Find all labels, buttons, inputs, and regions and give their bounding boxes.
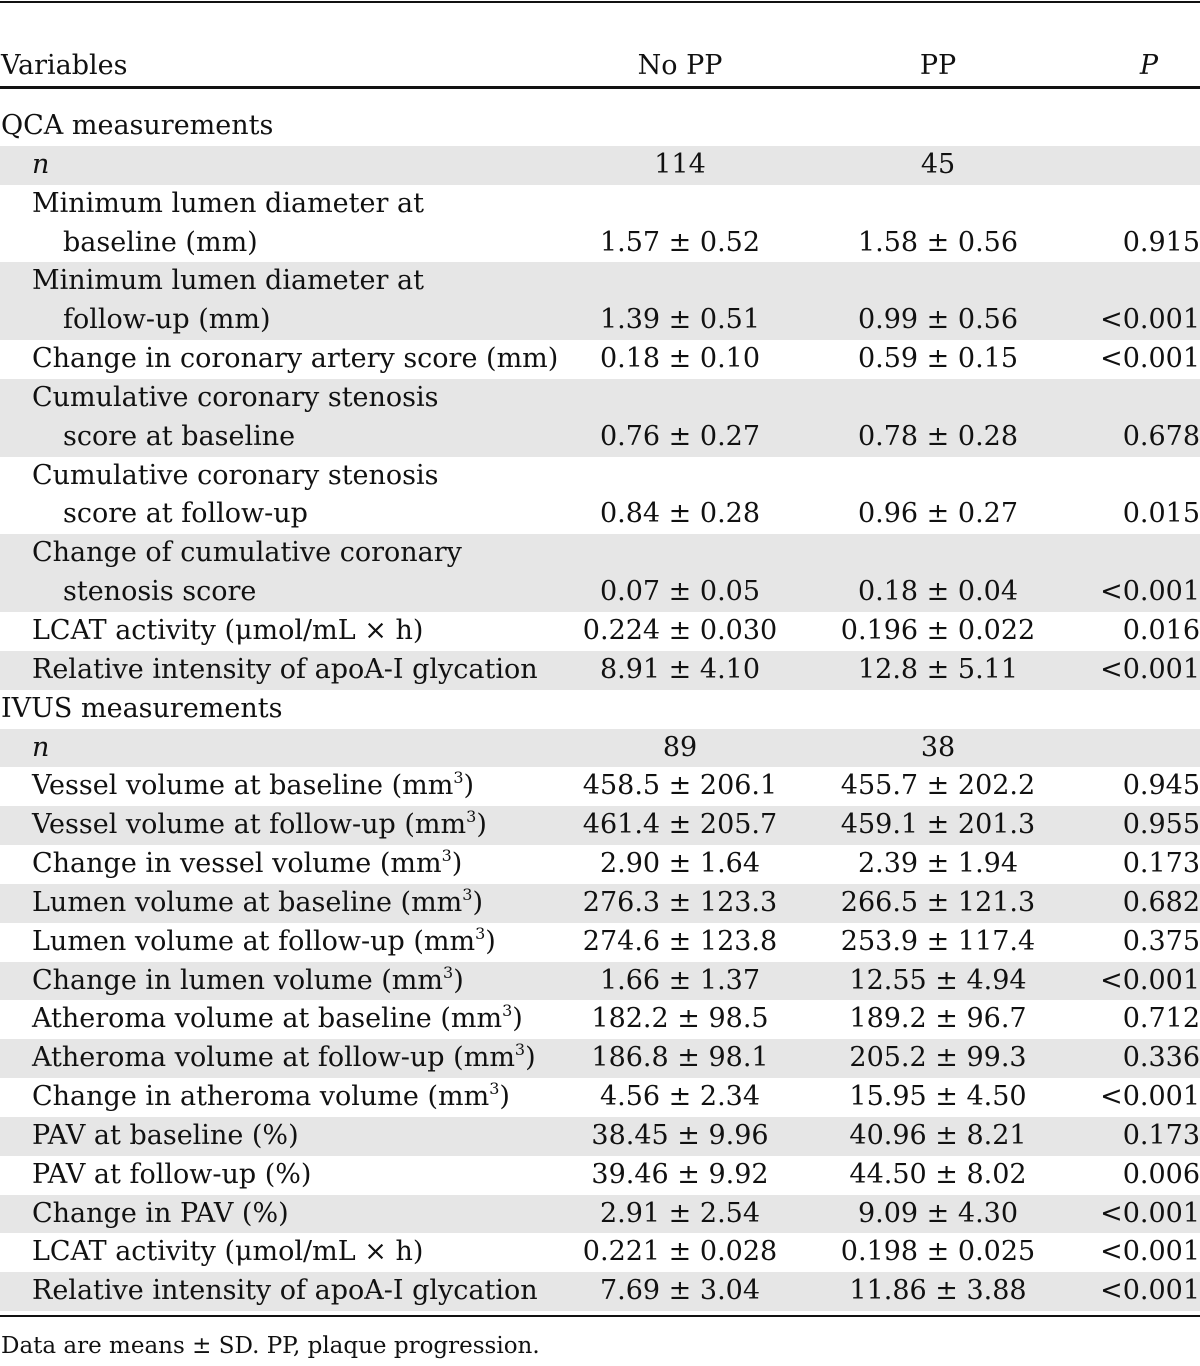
value-no-pp: 1.39 ± 0.51 xyxy=(599,304,761,336)
row-label-line: Vessel volume at baseline $(mm^3)$ xyxy=(32,768,475,802)
value-no-pp: 0.221 ± 0.028 xyxy=(582,1236,778,1268)
row-label-line: Atheroma volume at baseline $(mm^3)$ xyxy=(32,1001,523,1035)
table-row xyxy=(0,845,1200,884)
value-p: <0.001 xyxy=(1100,1236,1200,1268)
table-header xyxy=(0,46,1200,86)
row-label xyxy=(32,1117,299,1156)
row-label xyxy=(32,185,424,263)
table-row xyxy=(0,767,1200,806)
value-no-pp: 2.91 ± 2.54 xyxy=(599,1197,761,1229)
value-p: 0.173 xyxy=(1122,1119,1200,1151)
table-row xyxy=(0,146,1200,185)
section-row xyxy=(0,690,1200,729)
table-row xyxy=(0,262,1200,340)
table-body xyxy=(0,107,1200,1311)
table-row xyxy=(0,962,1200,1001)
row-label-line: Relative intensity of apoA-I glycation xyxy=(32,1275,538,1307)
row-label-line: Atheroma volume at follow-up $(mm^3)$ xyxy=(32,1040,536,1074)
row-label xyxy=(32,612,423,651)
row-label xyxy=(32,457,439,535)
value-pp: 189.2 ± 96.7 xyxy=(849,1003,1027,1035)
table-header-rule xyxy=(0,86,1200,89)
value-p: 0.006 xyxy=(1122,1158,1200,1190)
value-no-pp: 458.5 ± 206.1 xyxy=(582,770,778,802)
row-label-line: Minimum lumen diameter at xyxy=(32,265,424,297)
table-row xyxy=(0,1195,1200,1234)
row-label xyxy=(32,1078,510,1117)
header-pp: PP xyxy=(919,50,957,81)
header-variables: Variables xyxy=(1,50,128,81)
row-label-line: score at follow-up xyxy=(63,498,308,530)
row-label xyxy=(32,262,424,340)
value-p: <0.001 xyxy=(1100,1197,1200,1229)
row-label xyxy=(32,534,462,612)
value-p: 0.678 xyxy=(1122,420,1200,452)
table-row xyxy=(0,884,1200,923)
table-row xyxy=(0,457,1200,535)
value-no-pp: 39.46 ± 9.92 xyxy=(591,1158,769,1190)
value-pp: 44.50 ± 8.02 xyxy=(849,1158,1027,1190)
value-p: <0.001 xyxy=(1100,653,1200,685)
row-label xyxy=(32,767,474,806)
value-p: 0.682 xyxy=(1122,886,1200,918)
value-pp: 0.99 ± 0.56 xyxy=(857,304,1019,336)
value-no-pp: 89 xyxy=(662,731,698,763)
value-pp: 45 xyxy=(920,148,956,180)
value-p: <0.001 xyxy=(1100,964,1200,996)
table-row xyxy=(0,651,1200,690)
value-no-pp: 182.2 ± 98.5 xyxy=(591,1003,769,1035)
row-label xyxy=(32,146,49,185)
value-pp: 0.198 ± 0.025 xyxy=(840,1236,1036,1268)
table-row xyxy=(0,729,1200,768)
row-label-line: score at baseline xyxy=(63,420,296,452)
value-p: 0.955 xyxy=(1122,809,1200,841)
value-pp: 12.55 ± 4.94 xyxy=(849,964,1027,996)
value-no-pp: 461.4 ± 205.7 xyxy=(582,809,778,841)
row-label-line: PAV at baseline (%) xyxy=(32,1119,299,1151)
row-label-line: follow-up (mm) xyxy=(63,304,271,336)
row-label-line: Change in PAV (%) xyxy=(32,1197,289,1229)
value-no-pp: 4.56 ± 2.34 xyxy=(599,1081,761,1113)
table-footnote: Data are means ± SD. PP, plaque progression. xyxy=(1,1333,540,1359)
row-label xyxy=(32,923,496,962)
row-label-line: Lumen volume at baseline $(mm^3)$ xyxy=(32,884,484,918)
value-pp: 205.2 ± 99.3 xyxy=(849,1042,1027,1074)
value-p: <0.001 xyxy=(1100,1081,1200,1113)
row-label-line: Change in lumen volume $(mm^3)$ xyxy=(32,962,464,996)
row-label-line: Cumulative coronary stenosis xyxy=(32,459,439,491)
value-no-pp: 0.84 ± 0.28 xyxy=(599,498,761,530)
row-label-line: Change in coronary artery score (mm) xyxy=(32,343,559,375)
value-pp: 1.58 ± 0.56 xyxy=(857,226,1019,258)
row-label xyxy=(32,379,439,457)
section-label: QCA measurements xyxy=(1,110,274,141)
table-row xyxy=(0,1156,1200,1195)
value-pp: 15.95 ± 4.50 xyxy=(849,1081,1027,1113)
value-no-pp: 0.76 ± 0.27 xyxy=(599,420,761,452)
value-no-pp: 1.66 ± 1.37 xyxy=(599,964,761,996)
table-row xyxy=(0,1117,1200,1156)
section-label: IVUS measurements xyxy=(1,692,283,724)
row-label-line: PAV at follow-up (%) xyxy=(32,1158,312,1190)
table-row xyxy=(0,1039,1200,1078)
value-p: <0.001 xyxy=(1100,1275,1200,1307)
value-no-pp: 274.6 ± 123.8 xyxy=(582,925,778,957)
table-row xyxy=(0,923,1200,962)
row-label xyxy=(32,1000,523,1039)
table-row xyxy=(0,1000,1200,1039)
table-row xyxy=(0,1233,1200,1272)
row-label xyxy=(32,1195,289,1234)
value-no-pp: 0.07 ± 0.05 xyxy=(599,576,761,608)
row-label xyxy=(32,1272,538,1311)
n-label: n xyxy=(32,731,50,763)
value-no-pp: 0.224 ± 0.030 xyxy=(582,614,778,646)
table-row xyxy=(0,340,1200,379)
value-pp: 2.39 ± 1.94 xyxy=(857,848,1019,880)
value-p: 0.016 xyxy=(1122,614,1200,646)
row-label xyxy=(32,340,558,379)
row-label-line: LCAT activity (μmol/mL × h) xyxy=(32,1236,424,1268)
value-pp: 9.09 ± 4.30 xyxy=(857,1197,1019,1229)
row-label-line: stenosis score xyxy=(63,576,257,608)
row-label xyxy=(32,729,49,768)
row-label-line: Change in atheroma volume $(mm^3)$ xyxy=(32,1079,510,1113)
value-pp: 0.18 ± 0.04 xyxy=(857,576,1019,608)
value-no-pp: 186.8 ± 98.1 xyxy=(591,1042,769,1074)
value-p: <0.001 xyxy=(1100,304,1200,336)
value-pp: 253.9 ± 117.4 xyxy=(840,925,1036,957)
row-label xyxy=(32,884,483,923)
row-label-line: Relative intensity of apoA-I glycation xyxy=(32,653,538,685)
value-no-pp: 1.57 ± 0.52 xyxy=(599,226,761,258)
table-row xyxy=(0,185,1200,263)
value-pp: 459.1 ± 201.3 xyxy=(840,809,1036,841)
value-p: 0.712 xyxy=(1122,1003,1200,1035)
value-no-pp: 276.3 ± 123.3 xyxy=(582,886,778,918)
value-no-pp: 38.45 ± 9.96 xyxy=(591,1119,769,1151)
row-label-line: Lumen volume at follow-up $(mm^3)$ xyxy=(32,923,496,957)
table-row xyxy=(0,806,1200,845)
value-pp: 0.96 ± 0.27 xyxy=(857,498,1019,530)
value-pp: 12.8 ± 5.11 xyxy=(857,653,1019,685)
table-row xyxy=(0,534,1200,612)
row-label xyxy=(32,806,487,845)
row-label xyxy=(32,1156,311,1195)
value-p: <0.001 xyxy=(1100,343,1200,375)
table-row xyxy=(0,379,1200,457)
value-pp: 38 xyxy=(920,731,956,763)
value-pp: 0.59 ± 0.15 xyxy=(857,343,1019,375)
value-p: 0.945 xyxy=(1122,770,1200,802)
row-label xyxy=(32,962,464,1001)
row-label xyxy=(32,845,462,884)
value-p: 0.173 xyxy=(1122,848,1200,880)
value-no-pp: 8.91 ± 4.10 xyxy=(599,653,761,685)
value-pp: 266.5 ± 121.3 xyxy=(840,886,1036,918)
value-p: 0.915 xyxy=(1122,226,1200,258)
row-label-line: Change in vessel volume $(mm^3)$ xyxy=(32,846,463,880)
table-row xyxy=(0,612,1200,651)
value-no-pp: 0.18 ± 0.10 xyxy=(599,343,761,375)
value-pp: 455.7 ± 202.2 xyxy=(840,770,1036,802)
row-label-line: LCAT activity (μmol/mL × h) xyxy=(32,614,424,646)
value-p: 0.375 xyxy=(1122,925,1200,957)
table-bottom-rule xyxy=(0,1315,1200,1317)
row-label-line: Change of cumulative coronary xyxy=(32,537,462,569)
row-label-line: Vessel volume at follow-up $(mm^3)$ xyxy=(32,807,487,841)
header-no-pp: No PP xyxy=(637,50,723,81)
value-p: 0.336 xyxy=(1122,1042,1200,1074)
value-pp: 40.96 ± 8.21 xyxy=(849,1119,1027,1151)
row-label xyxy=(32,1233,423,1272)
n-label: n xyxy=(32,148,50,180)
section-row xyxy=(0,107,1200,146)
value-p: 0.015 xyxy=(1122,498,1200,530)
value-pp: 0.196 ± 0.022 xyxy=(840,614,1036,646)
table-row xyxy=(0,1272,1200,1311)
row-label-line: baseline (mm) xyxy=(63,226,258,258)
table-row xyxy=(0,1078,1200,1117)
row-label xyxy=(32,1039,536,1078)
row-label-line: Minimum lumen diameter at xyxy=(32,187,424,219)
value-p: <0.001 xyxy=(1100,576,1200,608)
value-no-pp: 114 xyxy=(654,148,706,180)
header-p: P xyxy=(1139,50,1158,81)
value-no-pp: 2.90 ± 1.64 xyxy=(599,848,761,880)
row-label xyxy=(32,651,538,690)
value-pp: 11.86 ± 3.88 xyxy=(849,1275,1027,1307)
table-top-rule xyxy=(0,1,1200,3)
value-pp: 0.78 ± 0.28 xyxy=(857,420,1019,452)
value-no-pp: 7.69 ± 3.04 xyxy=(599,1275,761,1307)
row-label-line: Cumulative coronary stenosis xyxy=(32,381,439,413)
